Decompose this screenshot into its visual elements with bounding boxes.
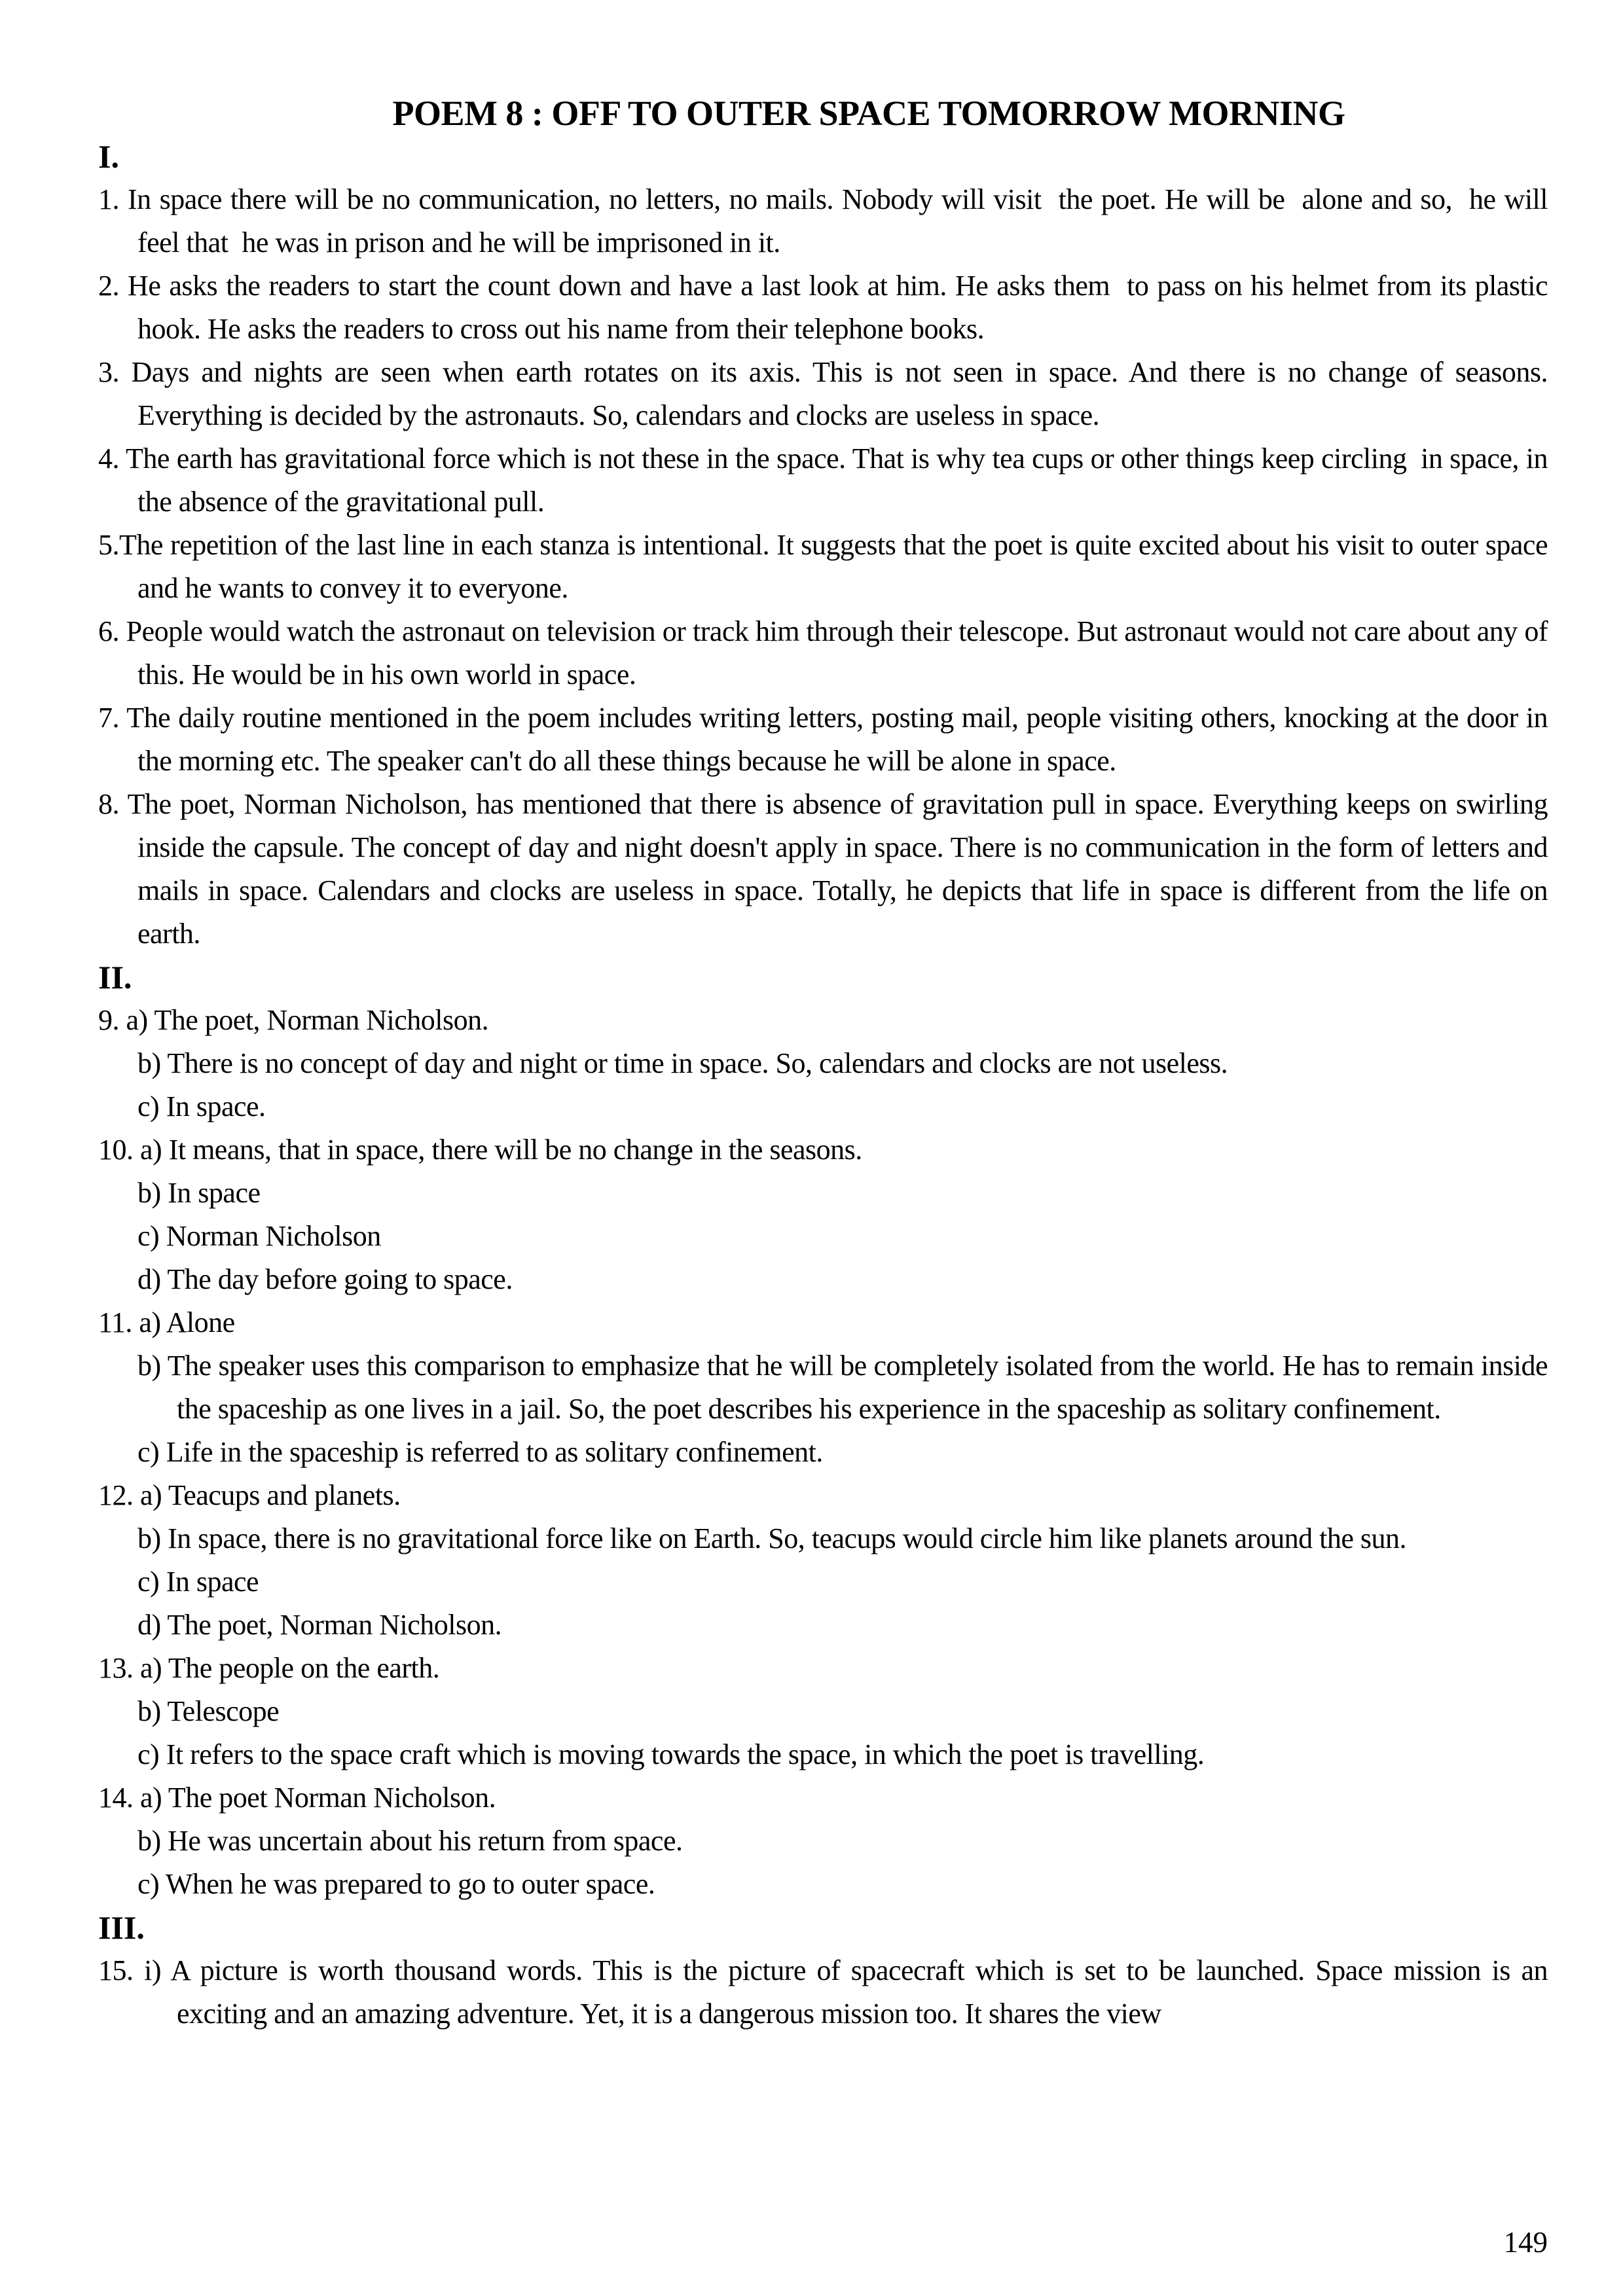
- item-label: b): [137, 1350, 161, 1382]
- item-label: 3.: [98, 356, 119, 388]
- item-label: 2.: [98, 270, 119, 302]
- answer-item: b) There is no concept of day and night or time in space. So, calendars and clocks are not useless.: [137, 1047, 1228, 1079]
- answer-item: d) The day before going to space.: [137, 1263, 513, 1295]
- item-label: 4.: [98, 442, 119, 475]
- answer-item: 11. a) Alone: [98, 1306, 235, 1338]
- answer-item: b) The speaker uses this comparison to emphasize that he will be completely isolated from the world. He has to remain inside the spaceship as one lives in a jail. So, the poet describes his experience in the spaceship as solitary confinement.: [137, 1350, 1555, 1425]
- section-heading: II.: [98, 959, 132, 996]
- answer-item: 15. i) A picture is worth thousand words. This is the picture of spacecraft which is set to be launched. Space mission is an exciting and an amazing adventure. Yet, it is a dangerous mission too. It shares the view: [98, 1954, 1555, 2030]
- item-label: 14. a): [98, 1782, 162, 1814]
- item-label: b): [137, 1695, 161, 1727]
- item-label: c): [137, 1738, 160, 1770]
- answer-item: 8. The poet, Norman Nicholson, has mentioned that there is absence of gravitation pull in space. Everything keeps on swirling inside the capsule. The concept of day and night doesn't apply in space. There is no communication in the form of letters and mails in space. Calendars and clocks are useless in space. Totally, he depicts that life in space is different from the life on earth.: [98, 788, 1555, 950]
- item-label: b): [137, 1047, 161, 1079]
- item-label: c): [137, 1090, 160, 1122]
- answer-item: b) Telescope: [137, 1695, 280, 1727]
- answer-item: 4. The earth has gravitational force which is not these in the space. That is why tea cups or other things keep circling in space, in the absence of the gravitational pull.: [98, 442, 1555, 518]
- item-label: b): [137, 1177, 161, 1209]
- item-label: d): [137, 1609, 161, 1641]
- page-title: POEM 8 : OFF TO OUTER SPACE TOMORROW MORNING: [392, 94, 1345, 133]
- answer-item: 7. The daily routine mentioned in the poem includes writing letters, posting mail, people visiting others, knocking at the door in the morning etc. The speaker can't do all these things because he will be alone in space.: [98, 702, 1555, 777]
- item-label: 12. a): [98, 1479, 162, 1511]
- answer-item: 3. Days and nights are seen when earth rotates on its axis. This is not seen in space. And there is no change of seasons. Everything is decided by the astronauts. So, calendars and clocks are useless in space.: [98, 356, 1555, 431]
- answer-item: 5.The repetition of the last line in each stanza is intentional. It suggests that the poet is quite excited about his visit to outer space and he wants to convey it to everyone.: [98, 529, 1555, 604]
- item-label: c): [137, 1566, 160, 1598]
- item-label: 9. a): [98, 1004, 148, 1036]
- item-label: c): [137, 1868, 160, 1900]
- document-body: [98, 92, 1555, 2036]
- answer-item: 6. People would watch the astronaut on television or track him through their telescope. But astronaut would not care about any of this. He would be in his own world in space.: [98, 615, 1555, 691]
- item-label: 5.: [98, 529, 119, 561]
- answer-item: c) Norman Nicholson: [137, 1220, 381, 1252]
- item-label: c): [137, 1220, 160, 1252]
- page-number: 149: [1503, 2226, 1548, 2259]
- answer-item: 2. He asks the readers to start the count down and have a last look at him. He asks them to pass on his helmet from its plastic hook. He asks the readers to cross out his name from their telephone books.: [98, 270, 1555, 345]
- answer-item: 1. In space there will be no communication, no letters, no mails. Nobody will visit the poet. He will be alone and so, he will feel that he was in prison and he will be imprisoned in it.: [98, 183, 1555, 259]
- answer-item: d) The poet, Norman Nicholson.: [137, 1609, 502, 1641]
- answer-item: 14. a) The poet Norman Nicholson.: [98, 1782, 496, 1814]
- answer-item: c) Life in the spaceship is referred to as solitary confinement.: [137, 1436, 823, 1468]
- answer-item: b) In space: [137, 1177, 261, 1209]
- item-label: 15. i): [98, 1954, 161, 1986]
- item-label: d): [137, 1263, 161, 1295]
- answer-item: 12. a) Teacups and planets.: [98, 1479, 401, 1511]
- answer-item: c) In space.: [137, 1090, 266, 1122]
- answer-item: c) It refers to the space craft which is moving towards the space, in which the poet is travelling.: [137, 1738, 1205, 1770]
- answer-item: b) In space, there is no gravitational force like on Earth. So, teacups would circle him like planets around the sun.: [137, 1522, 1407, 1554]
- item-label: 8.: [98, 788, 119, 820]
- item-label: b): [137, 1522, 161, 1554]
- item-label: 10. a): [98, 1134, 162, 1166]
- answer-item: 9. a) The poet, Norman Nicholson.: [98, 1004, 489, 1036]
- item-label: b): [137, 1825, 161, 1857]
- item-label: 11. a): [98, 1306, 161, 1338]
- item-label: 7.: [98, 702, 119, 734]
- answer-item: 10. a) It means, that in space, there will be no change in the seasons.: [98, 1134, 862, 1166]
- answer-item: c) In space: [137, 1566, 259, 1598]
- item-label: 6.: [98, 615, 119, 647]
- answer-item: b) He was uncertain about his return from space.: [137, 1825, 683, 1857]
- item-label: 13. a): [98, 1652, 162, 1684]
- answer-item: c) When he was prepared to go to outer space.: [137, 1868, 655, 1900]
- item-label: 1.: [98, 183, 119, 215]
- item-label: c): [137, 1436, 160, 1468]
- section-heading: I.: [98, 138, 119, 175]
- answer-item: 13. a) The people on the earth.: [98, 1652, 440, 1684]
- section-heading: III.: [98, 1909, 145, 1946]
